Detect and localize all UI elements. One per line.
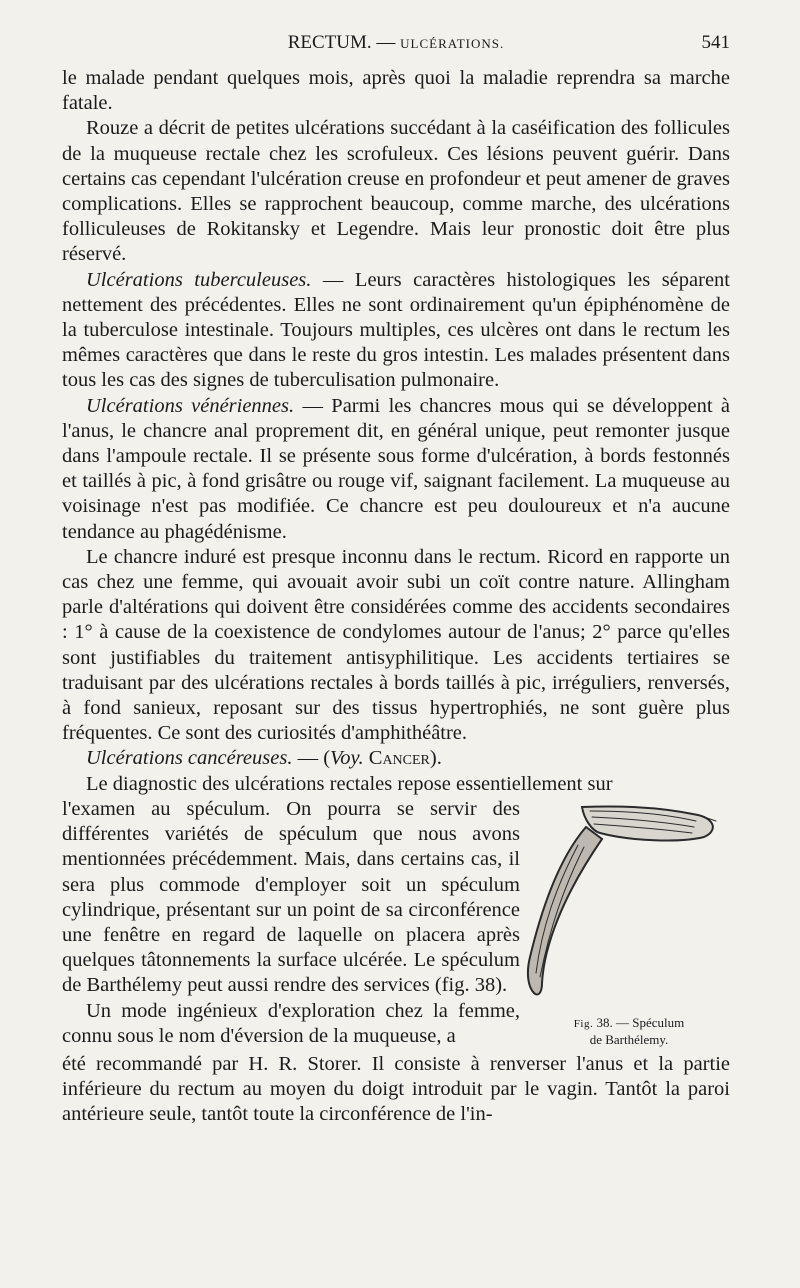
- page-number: 541: [701, 32, 730, 53]
- paragraph-7-first-line: Le diagnostic des ulcérations rectales repose essentiellement sur: [86, 772, 613, 795]
- paragraph-6-text: — (: [292, 747, 331, 770]
- section-heading-tuberculeuses: Ulcérations tuberculeuses.: [86, 268, 312, 291]
- running-header: [62, 32, 730, 60]
- cancer-reference: Cancer: [368, 747, 430, 770]
- paragraph-6: [62, 746, 730, 771]
- paragraph-4: [62, 394, 730, 545]
- text-beside-figure: [62, 797, 520, 1049]
- paragraph-5: Le chancre induré est presque inconnu dans le rectum. Ricord en rapporte un cas chez une femme, qui avouait avoir subi un coït contre nature. Allingham parle d'altérations qui doivent être considérées comme des accidents secondaires : 1° à cause de la coexistence de condylomes autour de l'anus; 2° parce qu'elles sont justifiables du traitement antisyphilitique. Les accidents tertiaires se traduisant par des ulcérations rectales à bords taillés à pic, irréguliers, renversés, à fond sanieux, reposant sur des tissus hypertrophiés, ne sont guère plus fréquentes. Ce sont des curiosités d'amphithéâtre.: [62, 545, 730, 745]
- header-section: RECTUM.: [287, 32, 372, 53]
- speculum-handle: [528, 827, 602, 995]
- caption-subtitle: de Barthélemy.: [589, 1031, 669, 1047]
- page-body: [62, 66, 730, 1128]
- figure-38: [520, 797, 730, 1052]
- figure-caption: [534, 1015, 724, 1047]
- header-title: [62, 32, 730, 54]
- paragraph-4-text: — Parmi les chancres mous qui se développent à l'anus, le chancre anal proprement dit, en général unique, peut remonter jusque dans l'ampoule rectale. Il se présente sous forme d'ulcération, à bords festonnés et taillés à pic, à fond grisâtre ou rouge vif, saignant facilement. La muqueuse au voisinage n'est pas modifiée. Ce chancre est peu douloureux et n'a aucune tendance au phagédénisme.: [62, 394, 730, 543]
- figure-wrap: [62, 797, 730, 1052]
- header-subsection: ULCÉRATIONS.: [400, 36, 505, 51]
- caption-fig-label: Fig.: [573, 1017, 594, 1030]
- caption-title: 38. — Spéculum: [596, 1014, 685, 1030]
- paragraph-1: le malade pendant quelques mois, après quoi la maladie reprendra sa marche fatale.: [62, 67, 730, 115]
- paragraph-8-start: Un mode ingénieux d'exploration chez la femme, connu sous le nom d'éversion de la muqueuse, a: [62, 999, 520, 1047]
- paragraph-8-end: été recommandé par H. R. Storer. Il consiste à renverser l'anus et la partie inférieure du rectum au moyen du doigt introduit par le vagin. Tantôt la paroi antérieure seule, tantôt toute la circonférence de l'in-: [62, 1052, 730, 1126]
- section-heading-veneriennes: Ulcérations vénériennes.: [86, 394, 295, 417]
- paragraph-3-text: — Leurs caractères histologiques les séparent nettement des précédentes. Elles ne sont ordinairement qu'un épiphénomène de la tuberculose intestinale. Toujours multiples, ces ulcères ont dans le rectum les mêmes caractères que dans le reste du gros intestin. Les malades présentent dans tous les cas des signes de tuberculisation pulmonaire.: [62, 268, 730, 392]
- speculum-illustration: [520, 797, 730, 1052]
- see-reference: Voy.: [330, 747, 364, 770]
- paragraph-3: [62, 268, 730, 394]
- section-heading-cancereuses: Ulcérations cancéreuses.: [86, 747, 293, 770]
- paragraph-7: l'examen au spéculum. On pourra se servir des différentes variétés de spéculum que nous avons mentionnées précédemment. Mais, dans certains cas, il sera plus commode d'employer soit un spéculum cylindrique, présentant sur un point de sa circonférence une fenêtre en regard de laquelle on placera après quelques tâtonnements la surface ulcérée. Le spéculum de Barthélemy peut aussi rendre des services (fig. 38).: [62, 797, 520, 997]
- paragraph-6-end: ).: [429, 747, 442, 770]
- paragraph-2: Rouze a décrit de petites ulcérations succédant à la caséification des follicules de la muqueuse rectale chez les scrofuleux. Ces lésions peuvent guérir. Dans certains cas cependant l'ulcération creuse en profondeur et peut amener de graves complications. Elles se rapprochent beaucoup, comme marche, des ulcérations folliculeuses de Rokitansky et Legendre. Mais leur pronostic doit être plus réservé.: [62, 117, 730, 266]
- header-dash: —: [376, 32, 396, 53]
